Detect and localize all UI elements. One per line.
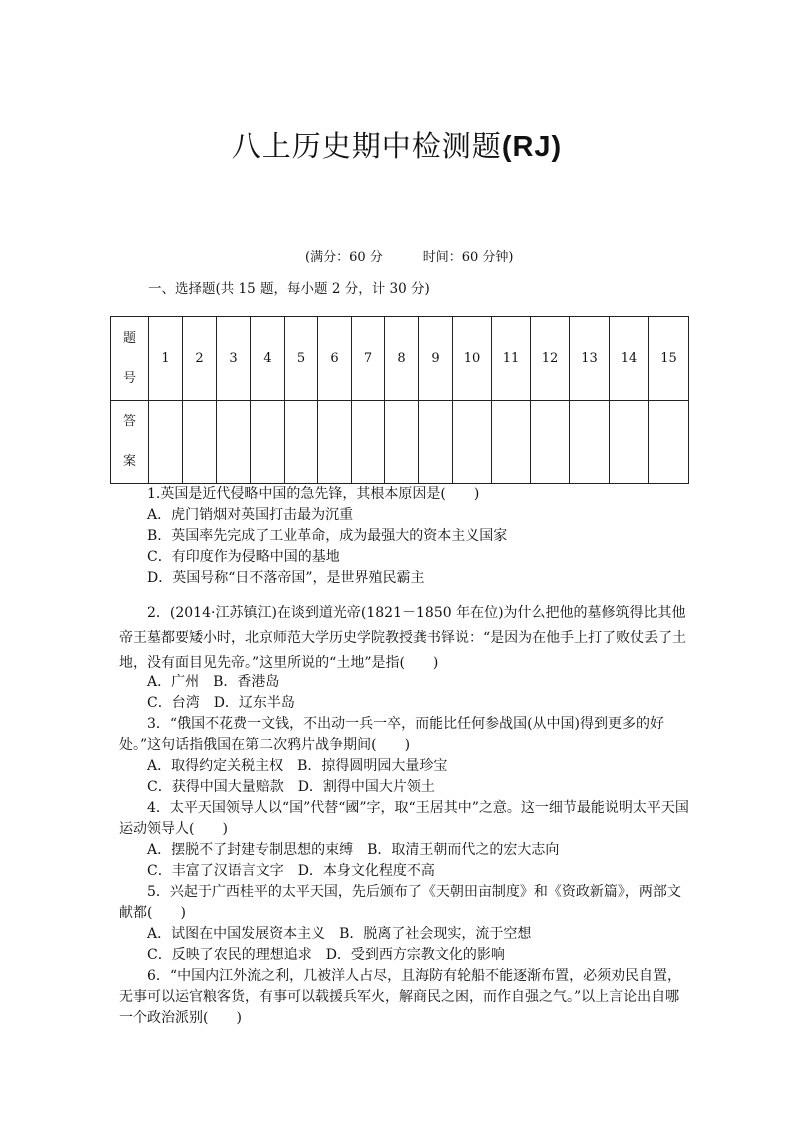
number-cell: 8 (385, 317, 419, 401)
number-row-label: 题 号 (111, 317, 149, 401)
answer-cell[interactable] (570, 401, 610, 484)
answer-cell[interactable] (492, 401, 531, 484)
question-option: A．摆脱不了封建专制思想的束缚 B．取清王朝而代之的宏大志向 (147, 842, 560, 858)
title-main: 八上历史期中检测题 (231, 129, 502, 163)
question-option: A．试图在中国发展资本主义 B．脱离了社会现实，流于空想 (147, 926, 532, 942)
answer-cell[interactable] (610, 401, 649, 484)
answer-cell[interactable] (251, 401, 285, 484)
number-row (111, 317, 689, 401)
number-cell: 15 (649, 317, 689, 401)
question-4 (119, 798, 691, 882)
number-cell: 9 (419, 317, 453, 401)
question-stem: 3．“俄国不花费一文钱，不出动一兵一卒，而能比任何参战国(从中国)得到更多的好处。”这句话指俄国在第二次鸦片战争期间( ) (119, 716, 664, 753)
number-cell: 12 (531, 317, 570, 401)
question-2-options (119, 672, 691, 714)
answer-row (111, 401, 689, 484)
question-option: A．广州 B．香港岛 (147, 674, 280, 690)
question-3 (119, 714, 691, 798)
answer-cell[interactable] (183, 401, 217, 484)
answer-row-label: 答 案 (111, 401, 149, 484)
question-option: B．英国率先完成了工业革命，成为最强大的资本主义国家 (147, 528, 508, 544)
answer-cell[interactable] (149, 401, 183, 484)
answer-cell[interactable] (419, 401, 453, 484)
question-1 (119, 484, 691, 589)
number-cell: 5 (285, 317, 318, 401)
question-stem: 1.英国是近代侵略中国的急先锋，其根本原因是( ) (147, 486, 480, 502)
number-cell: 4 (251, 317, 285, 401)
number-cell: 2 (183, 317, 217, 401)
answer-cell[interactable] (352, 401, 385, 484)
section-heading: 一、选择题(共 15 题，每小题 2 分，计 30 分) (148, 281, 430, 297)
question-option: A．虎门销烟对英国打击最为沉重 (147, 507, 354, 523)
number-cell: 7 (352, 317, 385, 401)
answer-cell[interactable] (649, 401, 689, 484)
score-info: (满分：60 分 (305, 250, 383, 265)
number-cell: 14 (610, 317, 649, 401)
number-cell: 6 (318, 317, 352, 401)
question-stem: 5．兴起于广西桂平的太平天国，先后颁布了《天朝田亩制度》和《资政新篇》，两部文献都( ) (119, 884, 681, 921)
number-cell: 1 (149, 317, 183, 401)
question-stem: 2．(2014·江苏镇江)在谈到道光帝(1821－1850 年在位)为什么把他的墓修筑得比其他帝王墓都要矮小时，北京师范大学历史学院教授龚书铎说：“是因为在他手上打了败仗丢了土地，没有面目见先帝。”这里所说的“土地”是指( ) (119, 605, 687, 671)
number-cell: 10 (453, 317, 492, 401)
exam-meta (305, 246, 514, 265)
answer-cell[interactable] (531, 401, 570, 484)
page-title (0, 124, 794, 165)
question-stem: 6．“中国内江外流之利，几被洋人占尽，且海防有轮船不能逐渐布置，必须劝民自置，无事可以运官粮客货，有事可以载援兵军火，解商民之困，而作自强之气。”以上言论出自哪一个政治派别( ) (119, 968, 682, 1026)
title-suffix: (RJ) (501, 131, 563, 163)
question-option: C．获得中国大量赔款 D．割得中国大片领土 (147, 779, 435, 795)
question-2 (119, 601, 691, 676)
number-cell: 3 (217, 317, 251, 401)
time-info: 时间：60 分钟) (422, 250, 514, 265)
question-option: C．丰富了汉语言文字 D．本身文化程度不高 (147, 863, 435, 879)
answer-cell[interactable] (285, 401, 318, 484)
question-option: D．英国号称“日不落帝国”，是世界殖民霸主 (147, 570, 425, 586)
answer-cell[interactable] (453, 401, 492, 484)
question-6 (119, 966, 691, 1029)
answer-table (110, 316, 689, 484)
number-cell: 13 (570, 317, 610, 401)
question-5 (119, 882, 691, 966)
question-option: C．反映了农民的理想追求 D．受到西方宗教文化的影响 (147, 947, 505, 963)
question-option: A．取得约定关税主权 B．掠得圆明园大量珍宝 (147, 758, 448, 774)
answer-cell[interactable] (217, 401, 251, 484)
question-option: C．台湾 D．辽东半岛 (147, 695, 295, 711)
answer-cell[interactable] (318, 401, 352, 484)
question-option: C．有印度作为侵略中国的基地 (147, 549, 340, 565)
answer-cell[interactable] (385, 401, 419, 484)
question-stem: 4．太平天国领导人以“国”代替“國”字，取“王居其中”之意。这一细节最能说明太平天国运动领导人( ) (119, 800, 689, 837)
number-cell: 11 (492, 317, 531, 401)
